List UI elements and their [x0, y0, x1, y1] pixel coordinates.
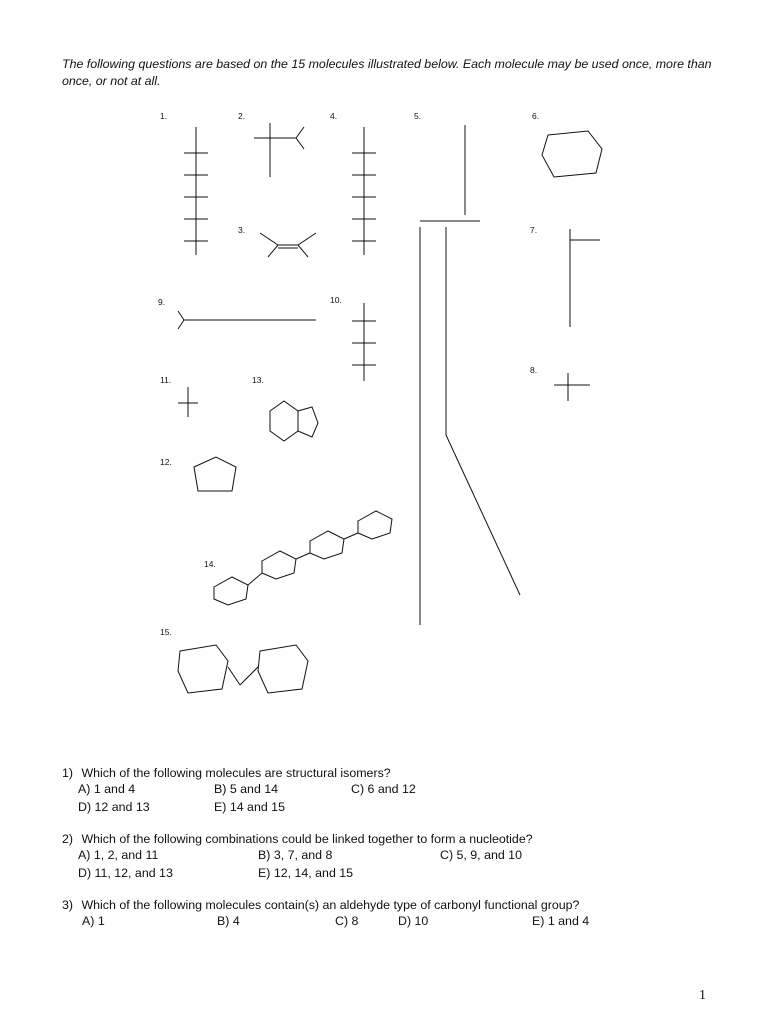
intro-text: The following questions are based on the 15 molecules illustrated below. Each molecule may be used once, more than once, or not at all. — [62, 57, 712, 88]
answer-option: B) 4 — [217, 914, 240, 928]
question-number: 2) — [62, 832, 74, 846]
answer-option: E) 1 and 4 — [532, 914, 590, 928]
question-text: Which of the following combinations could be linked together to form a nucleotide? — [81, 832, 533, 846]
molecule-label: 8. — [530, 365, 538, 375]
question-text: Which of the following molecules are structural isomers? — [81, 766, 391, 780]
molecule-label: 15. — [160, 627, 172, 637]
molecule-figure — [150, 105, 620, 725]
molecule-label: 14. — [204, 559, 216, 569]
answer-option: B) 5 and 14 — [214, 782, 279, 796]
answer-option: D) 12 and 13 — [78, 800, 150, 814]
question-text: Which of the following molecules contain(s) an aldehyde type of carbonyl functional group? — [81, 898, 580, 912]
answer-option: E) 12, 14, and 15 — [258, 866, 354, 880]
molecule-label: 10. — [330, 295, 342, 305]
answer-option: D) 10 — [398, 914, 429, 928]
molecule-label: 5. — [414, 111, 422, 121]
question-1 — [62, 764, 722, 818]
molecule-label: 2. — [238, 111, 246, 121]
answer-option: C) 8 — [335, 914, 359, 928]
answer-option: C) 6 and 12 — [351, 782, 416, 796]
answer-option: A) 1 — [82, 914, 105, 928]
molecule-drawings — [150, 105, 620, 725]
answer-option: A) 1, 2, and 11 — [78, 848, 159, 862]
molecule-label: 13. — [252, 375, 264, 385]
molecule-label: 12. — [160, 457, 172, 467]
answer-option: B) 3, 7, and 8 — [258, 848, 333, 862]
molecule-label: 6. — [532, 111, 540, 121]
molecule-label: 9. — [158, 297, 166, 307]
question-number: 3) — [62, 898, 74, 912]
answer-option: C) 5, 9, and 10 — [440, 848, 522, 862]
question-number: 1) — [62, 766, 74, 780]
question-list — [62, 764, 722, 944]
page-number: 1 — [699, 988, 706, 1003]
answer-option: A) 1 and 4 — [78, 782, 136, 796]
molecule-label: 4. — [330, 111, 338, 121]
question-2 — [62, 830, 722, 884]
answer-option: E) 14 and 15 — [214, 800, 285, 814]
molecule-label: 3. — [238, 225, 246, 235]
molecule-label: 1. — [160, 111, 168, 121]
question-3 — [62, 896, 722, 932]
molecule-label: 11. — [160, 375, 172, 385]
answer-option: D) 11, 12, and 13 — [78, 866, 173, 880]
molecule-label: 7. — [530, 225, 538, 235]
